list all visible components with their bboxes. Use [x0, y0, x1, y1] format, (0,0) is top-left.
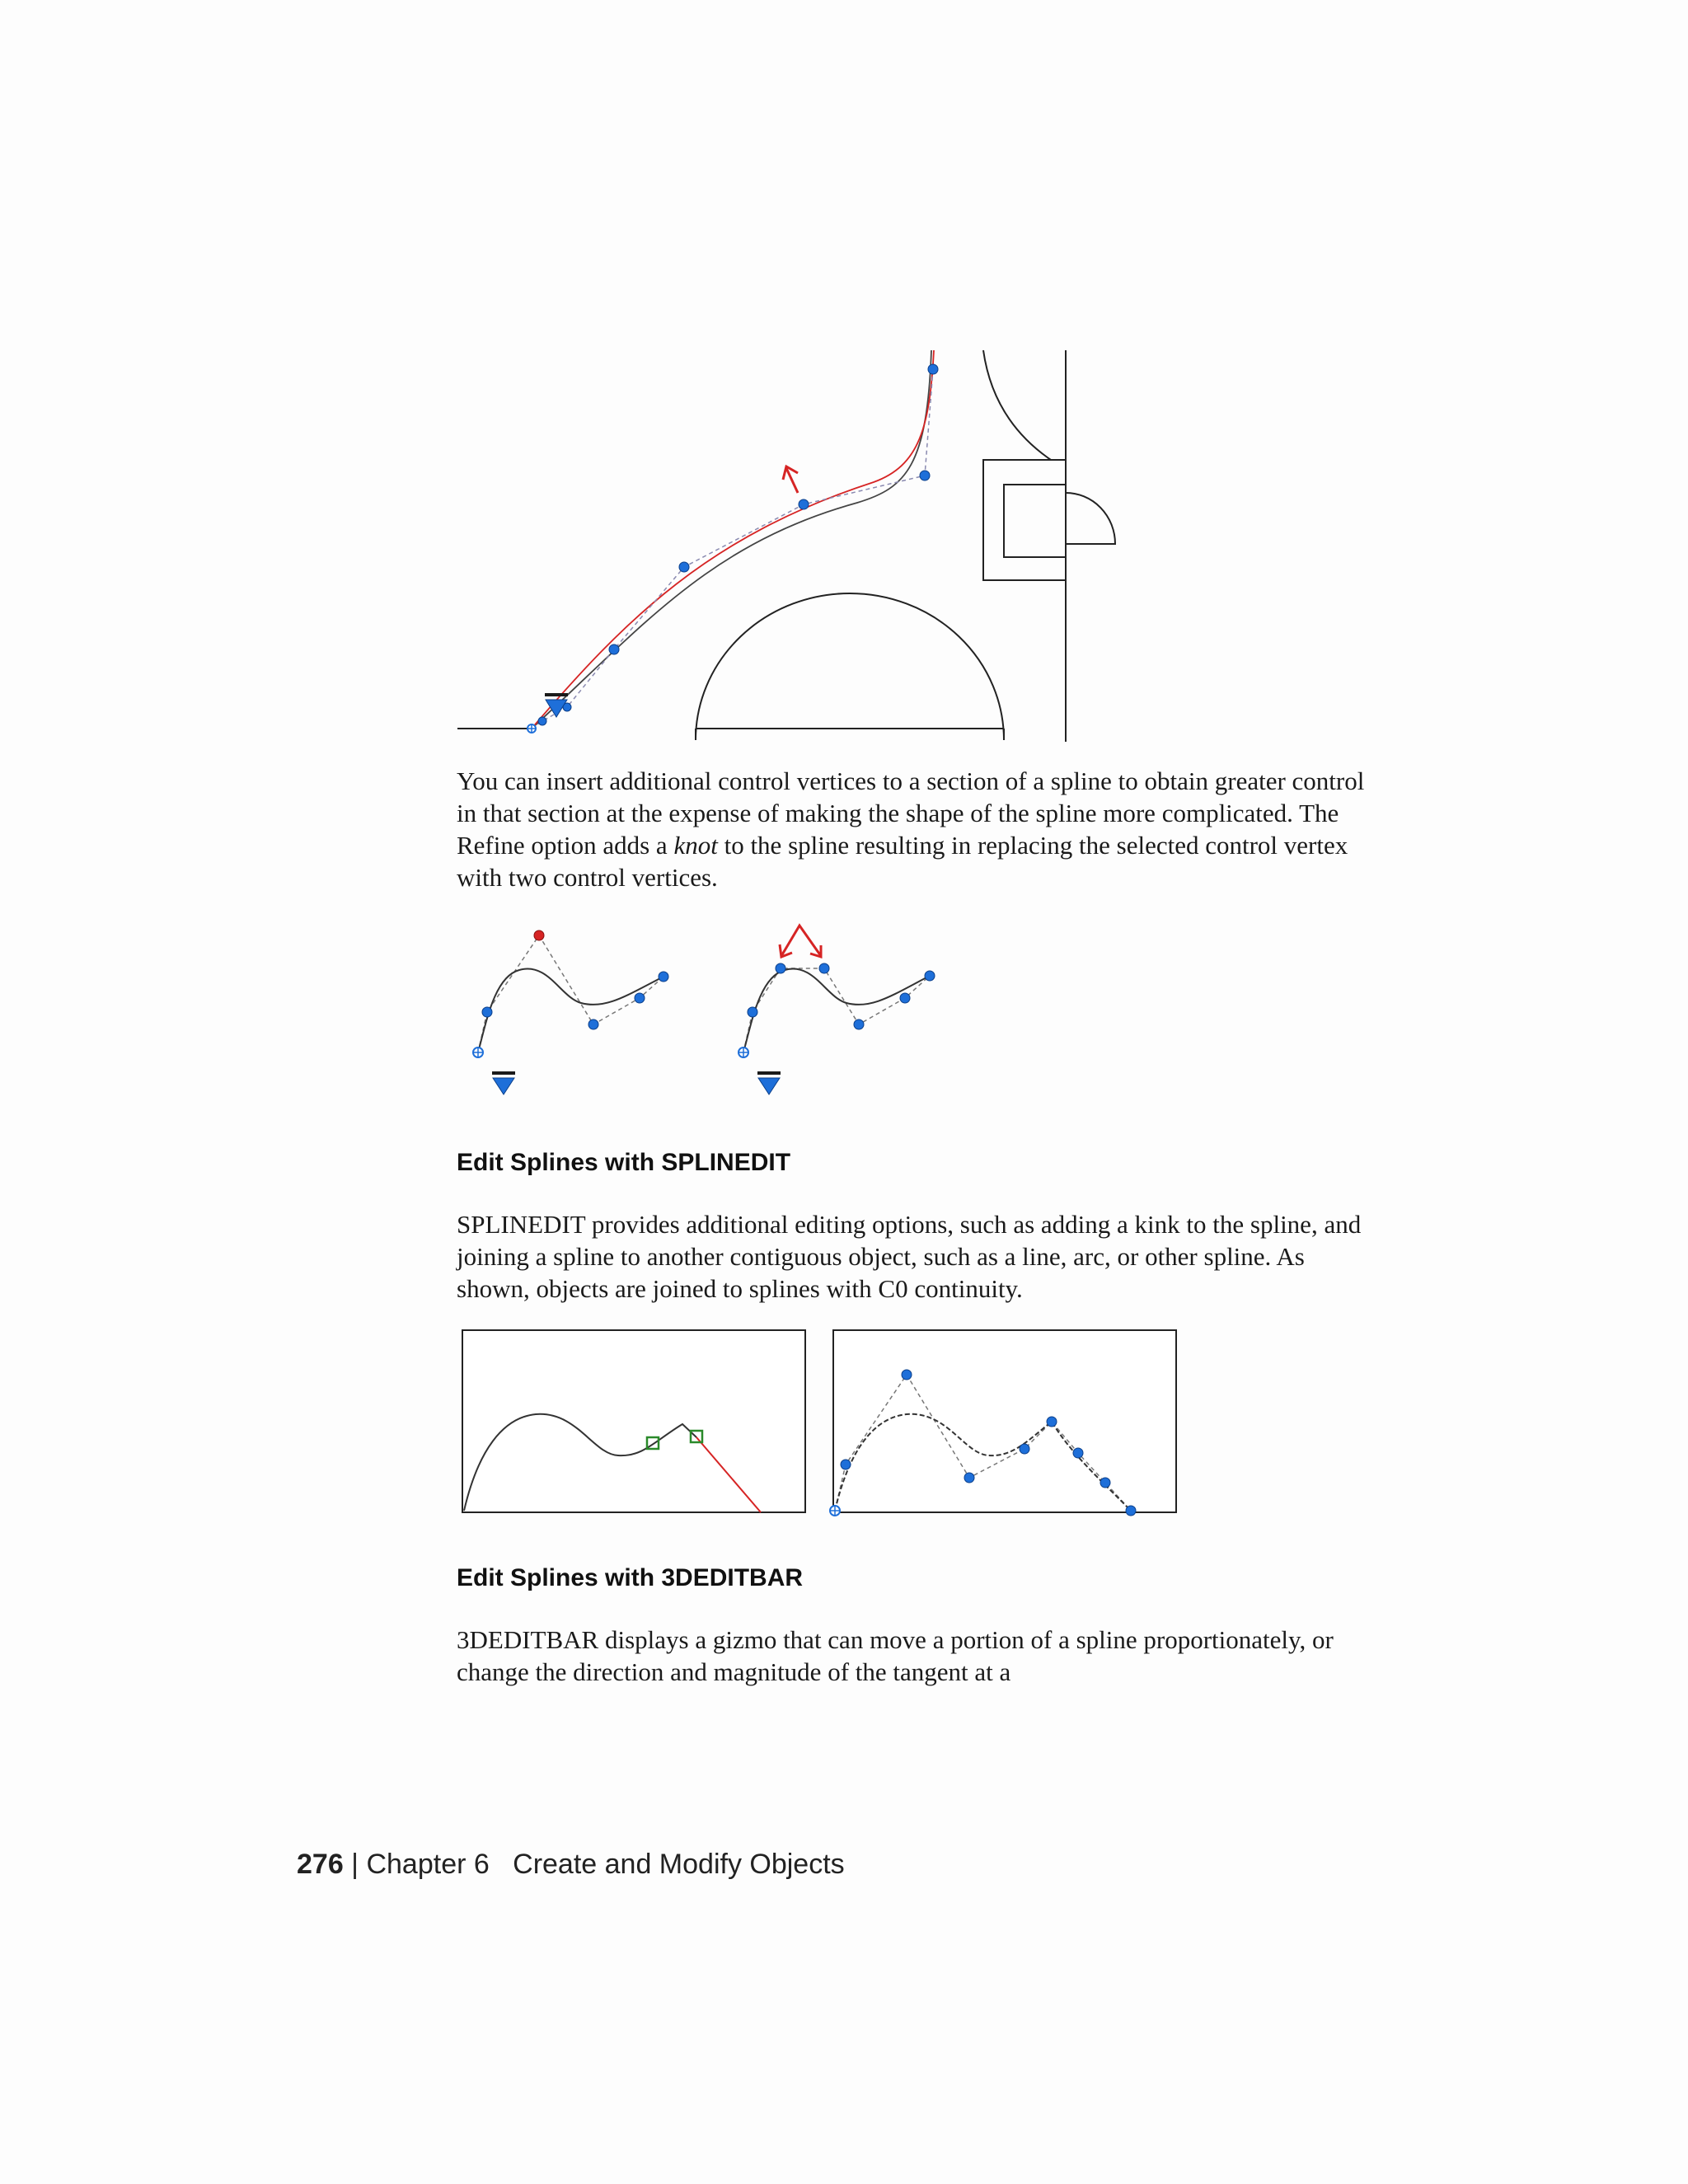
vertex-grip-icon[interactable] — [964, 1473, 974, 1483]
vertex-grip-icon[interactable] — [635, 993, 645, 1003]
vertex-grip-icon[interactable] — [900, 993, 910, 1003]
spline-curve — [743, 968, 930, 1052]
section-heading-splinedit: Edit Splines with SPLINEDIT — [457, 1149, 791, 1176]
start-point-icon[interactable] — [528, 724, 536, 733]
small-arc — [1066, 493, 1115, 544]
vertex-grip-icon[interactable] — [902, 1370, 912, 1380]
figure-refine — [462, 915, 948, 1104]
vertex-grip-icon[interactable] — [920, 471, 930, 480]
start-point-icon[interactable] — [473, 1047, 483, 1057]
3deditbar-paragraph: 3DEDITBAR displays a gizmo that can move a portion of a spline proportionately, or change the direction and magnitude of the tangent at a — [457, 1625, 1334, 1686]
original-spline — [532, 350, 931, 729]
start-point-icon[interactable] — [738, 1047, 748, 1057]
control-frame — [478, 935, 663, 1052]
vertex-grip-icon[interactable] — [776, 963, 785, 973]
splinedit-paragraph: SPLINEDIT provides additional editing options, such as adding a kink to the spline, and joining a spline to another contiguous object, such as a line, arc, or other spline. As shown, objects are joined to splines with C0 continuity. — [457, 1210, 1362, 1303]
page-footer — [297, 1849, 845, 1881]
control-frame — [532, 369, 933, 729]
refine-after — [738, 926, 935, 1094]
vertex-grip-icon[interactable] — [841, 1460, 851, 1469]
triangle-menu-grip-icon[interactable] — [492, 1071, 515, 1094]
knot-term: knot — [673, 831, 718, 860]
vertex-grip-icon[interactable] — [482, 1007, 492, 1017]
section-heading-3deditbar: Edit Splines with 3DEDITBAR — [457, 1564, 804, 1591]
vertex-grip-icon[interactable] — [854, 1019, 864, 1029]
vertex-grip-icon[interactable] — [538, 717, 546, 725]
page-number: 276 — [297, 1849, 344, 1880]
vertex-grip-icon[interactable] — [928, 364, 938, 374]
window-frame-inner — [1004, 485, 1066, 557]
refine-paragraph: You can insert additional control vertices to a section of a spline to obtain greater control in that section at the expense of making the shape of the spline more complicated. The Refine option adds a knot to the spline resulting in replacing the selected control vertex with two control vertices. — [457, 766, 1365, 892]
window-frame-outer — [983, 460, 1066, 580]
vertex-grip-icon[interactable] — [819, 963, 829, 973]
chapter-title: Create and Modify Objects — [513, 1849, 845, 1880]
vertex-grip-icon[interactable] — [799, 499, 809, 509]
vertex-grip-icon[interactable] — [1126, 1506, 1136, 1516]
vertex-grip-icon[interactable] — [609, 644, 619, 654]
join-panel-left — [462, 1330, 805, 1512]
vertex-grip-icon[interactable] — [1047, 1417, 1057, 1427]
arrow-icon — [783, 466, 798, 493]
arrow-icon — [780, 926, 821, 957]
vertex-grip-icon[interactable] — [1073, 1448, 1083, 1458]
half-circle-arc — [696, 593, 1004, 740]
figure-spline-move — [445, 346, 1129, 750]
vertex-grip-icon[interactable] — [925, 971, 935, 981]
vertex-grip-icon[interactable] — [1100, 1478, 1110, 1488]
door-arc — [983, 350, 1051, 460]
vertex-grip-icon[interactable] — [1020, 1444, 1029, 1454]
figure-join — [457, 1325, 1183, 1523]
refine-before — [473, 930, 668, 1094]
footer-separator: | — [343, 1849, 367, 1880]
spline-curve — [478, 968, 663, 1052]
join-panel-right — [830, 1330, 1176, 1516]
start-point-icon[interactable] — [830, 1506, 840, 1516]
vertex-grip-icon[interactable] — [679, 562, 689, 572]
control-frame — [743, 968, 930, 1052]
triangle-menu-grip-icon[interactable] — [757, 1071, 781, 1094]
chapter-label: Chapter 6 — [366, 1849, 490, 1880]
vertex-grip-icon[interactable] — [659, 972, 668, 982]
vertex-grip-icon[interactable] — [588, 1019, 598, 1029]
selected-vertex-grip-icon[interactable] — [534, 930, 544, 940]
vertex-grip-icon[interactable] — [748, 1007, 757, 1017]
